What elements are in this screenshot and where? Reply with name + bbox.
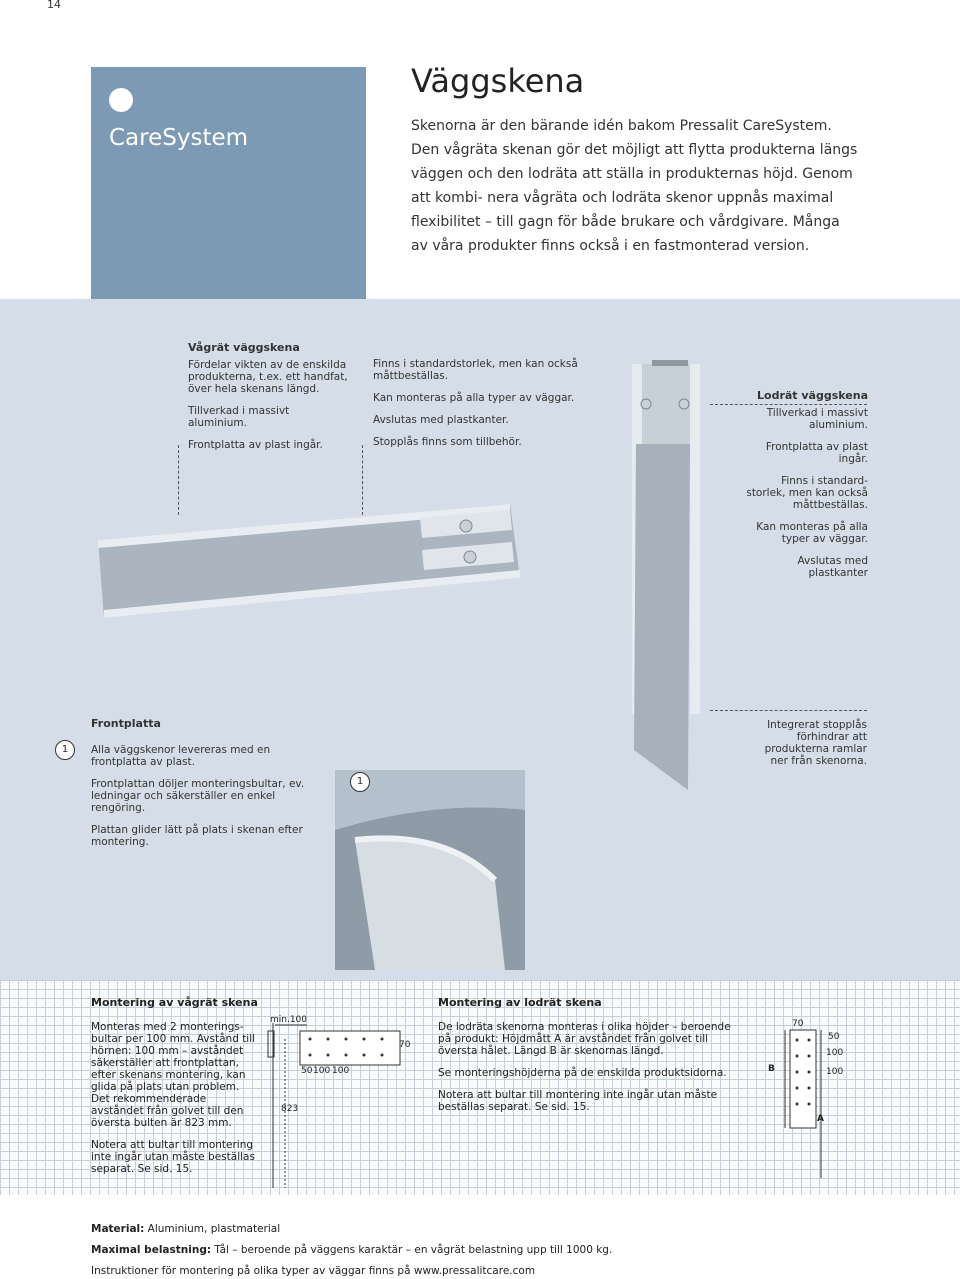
horizontal-mount-diagram [265,1013,415,1193]
rail-feature-p4: Stopplås finns som tillbehör. [373,436,522,448]
mount-vertical-section [438,997,738,1123]
vdim-50: 50 [828,1032,840,1042]
leader-line [362,445,363,515]
horizontal-rail-text [188,342,348,461]
vertical-mount-diagram [765,1018,865,1178]
dim-min100: min.100 [270,1015,308,1025]
horizontal-rail-p1: Fördelar vikten av de enskilda produkterna, t.ex. ett handfat, över hela skenans längd. [188,359,348,395]
dim-100b: 100 [332,1066,350,1076]
vertical-rail-p2: Frontplatta av plast ingår. [765,441,868,465]
instructions-line: Instruktioner för montering på olika typer av väggar finns på www.pressalitcare.com [91,1265,536,1277]
page-title: Väggskena [411,62,585,100]
dim-50: 50 [301,1066,313,1076]
rail-feature-p3: Avslutas med plastkanter. [373,414,509,426]
vertical-rail-p5: Avslutas med plastkanter [797,555,868,579]
load-line [91,1244,612,1256]
vertical-rail-heading: Lodrät väggskena [757,389,868,402]
material-label: Material: [91,1223,145,1235]
brand-name: CareSystem [109,125,249,151]
front-plate-p3: Plattan glider lätt på plats i skenan efter montering. [91,824,303,848]
horizontal-rail-p3: Frontplatta av plast ingår. [188,439,323,451]
vertical-rail-p4: Kan monteras på alla typer av väggar. [756,521,868,545]
rail-feature-p1: Finns i standardstorlek, men kan också måttbeställas. [373,358,578,382]
vdim-100a: 100 [826,1048,844,1058]
stop-lock-text: Integrerat stopplås förhindrar att produkterna ramlar ner från skenorna. [764,719,867,767]
vdim-B: B [768,1064,775,1074]
front-plate-p2: Frontplattan döljer monteringsbultar, ev. ledningar och säkerställer en enkel rengöring. [91,778,305,814]
material-line [91,1223,280,1235]
dim-70: 70 [399,1040,411,1050]
mount-vertical-p2: Se monteringshöjderna på de enskilda produktsidorna. [438,1067,727,1079]
horizontal-rail-p2: Tillverkad i massivt aluminium. [188,405,290,429]
vdim-70: 70 [792,1019,804,1029]
intro-text: Skenorna är den bärande idén bakom Pressalit CareSystem. Den vågräta skenan gör det möjligt att flytta produkterna längs väggen och den lodräta att ställa in produkternas höjd. Genom att kombi- nera vågräta och lodräta skenor uppnås maximal flexibilitet – till gagn för både brukare och vårdgivare. Många av våra produkter finns också i en fastmonterad version. [411,118,858,254]
horizontal-rail-illustration [90,500,530,640]
mount-vertical-heading: Montering av lodrät skena [438,996,602,1009]
vdim-100b: 100 [826,1067,844,1077]
leader-line [710,710,867,711]
vertical-rail-p1: Tillverkad i massivt aluminium. [766,407,868,431]
dim-100a: 100 [313,1066,331,1076]
mount-vertical-p1: De lodräta skenorna monteras i olika höjder – beroende på produkt: Höjdmått A är avståndet från golvet till översta hålet. Längd B är skenornas längd. [438,1021,731,1057]
corner-photo [335,770,525,970]
vertical-rail-p3: Finns i standard- storlek, men kan också måttbeställas. [746,475,868,511]
mount-vertical-p3: Notera att bultar till montering inte ingår utan måste beställas separat. Se sid. 15. [438,1089,718,1113]
rail-features-text [373,358,593,458]
load-value: Tål – beroende på väggens karaktär – en vågrät belastning upp till 1000 kg. [211,1244,613,1256]
vertical-rail-illustration [620,350,710,790]
horizontal-rail-heading: Vågrät väggskena [188,341,300,354]
page-number: 14 [47,0,61,11]
brand-box [91,67,366,300]
marker-1: 1 [55,740,75,760]
rail-feature-p2: Kan monteras på alla typer av väggar. [373,392,575,404]
mount-horizontal-heading: Montering av vågrät skena [91,996,258,1009]
dim-823: 823 [281,1104,299,1114]
front-plate-p1: Alla väggskenor levereras med en frontplatta av plast. [91,744,271,768]
brand-dot-icon [109,88,133,112]
mount-horizontal-p1: Monteras med 2 monterings- bultar per 100 mm. Avstånd till hörnen: 100 mm – avståndet säkerställer att frontplattan, efter skenans montering, kan glida på plats utan problem. Det rekommenderade avståndet från golvet till den översta bulten är 823 mm. [91,1021,256,1129]
material-value: Aluminium, plastmaterial [144,1223,281,1235]
photo-marker-1: 1 [350,772,370,792]
front-plate-heading: Frontplatta [91,717,161,730]
leader-line [178,445,179,515]
mount-horizontal-section [91,997,256,1185]
load-label: Maximal belastning: [91,1244,212,1256]
mount-horizontal-p2: Notera att bultar till montering inte ingår utan måste beställas separat. Se sid. 15. [91,1139,255,1175]
front-plate-text [91,718,326,858]
vertical-rail-text [740,390,868,589]
vdim-A: A [817,1114,824,1124]
